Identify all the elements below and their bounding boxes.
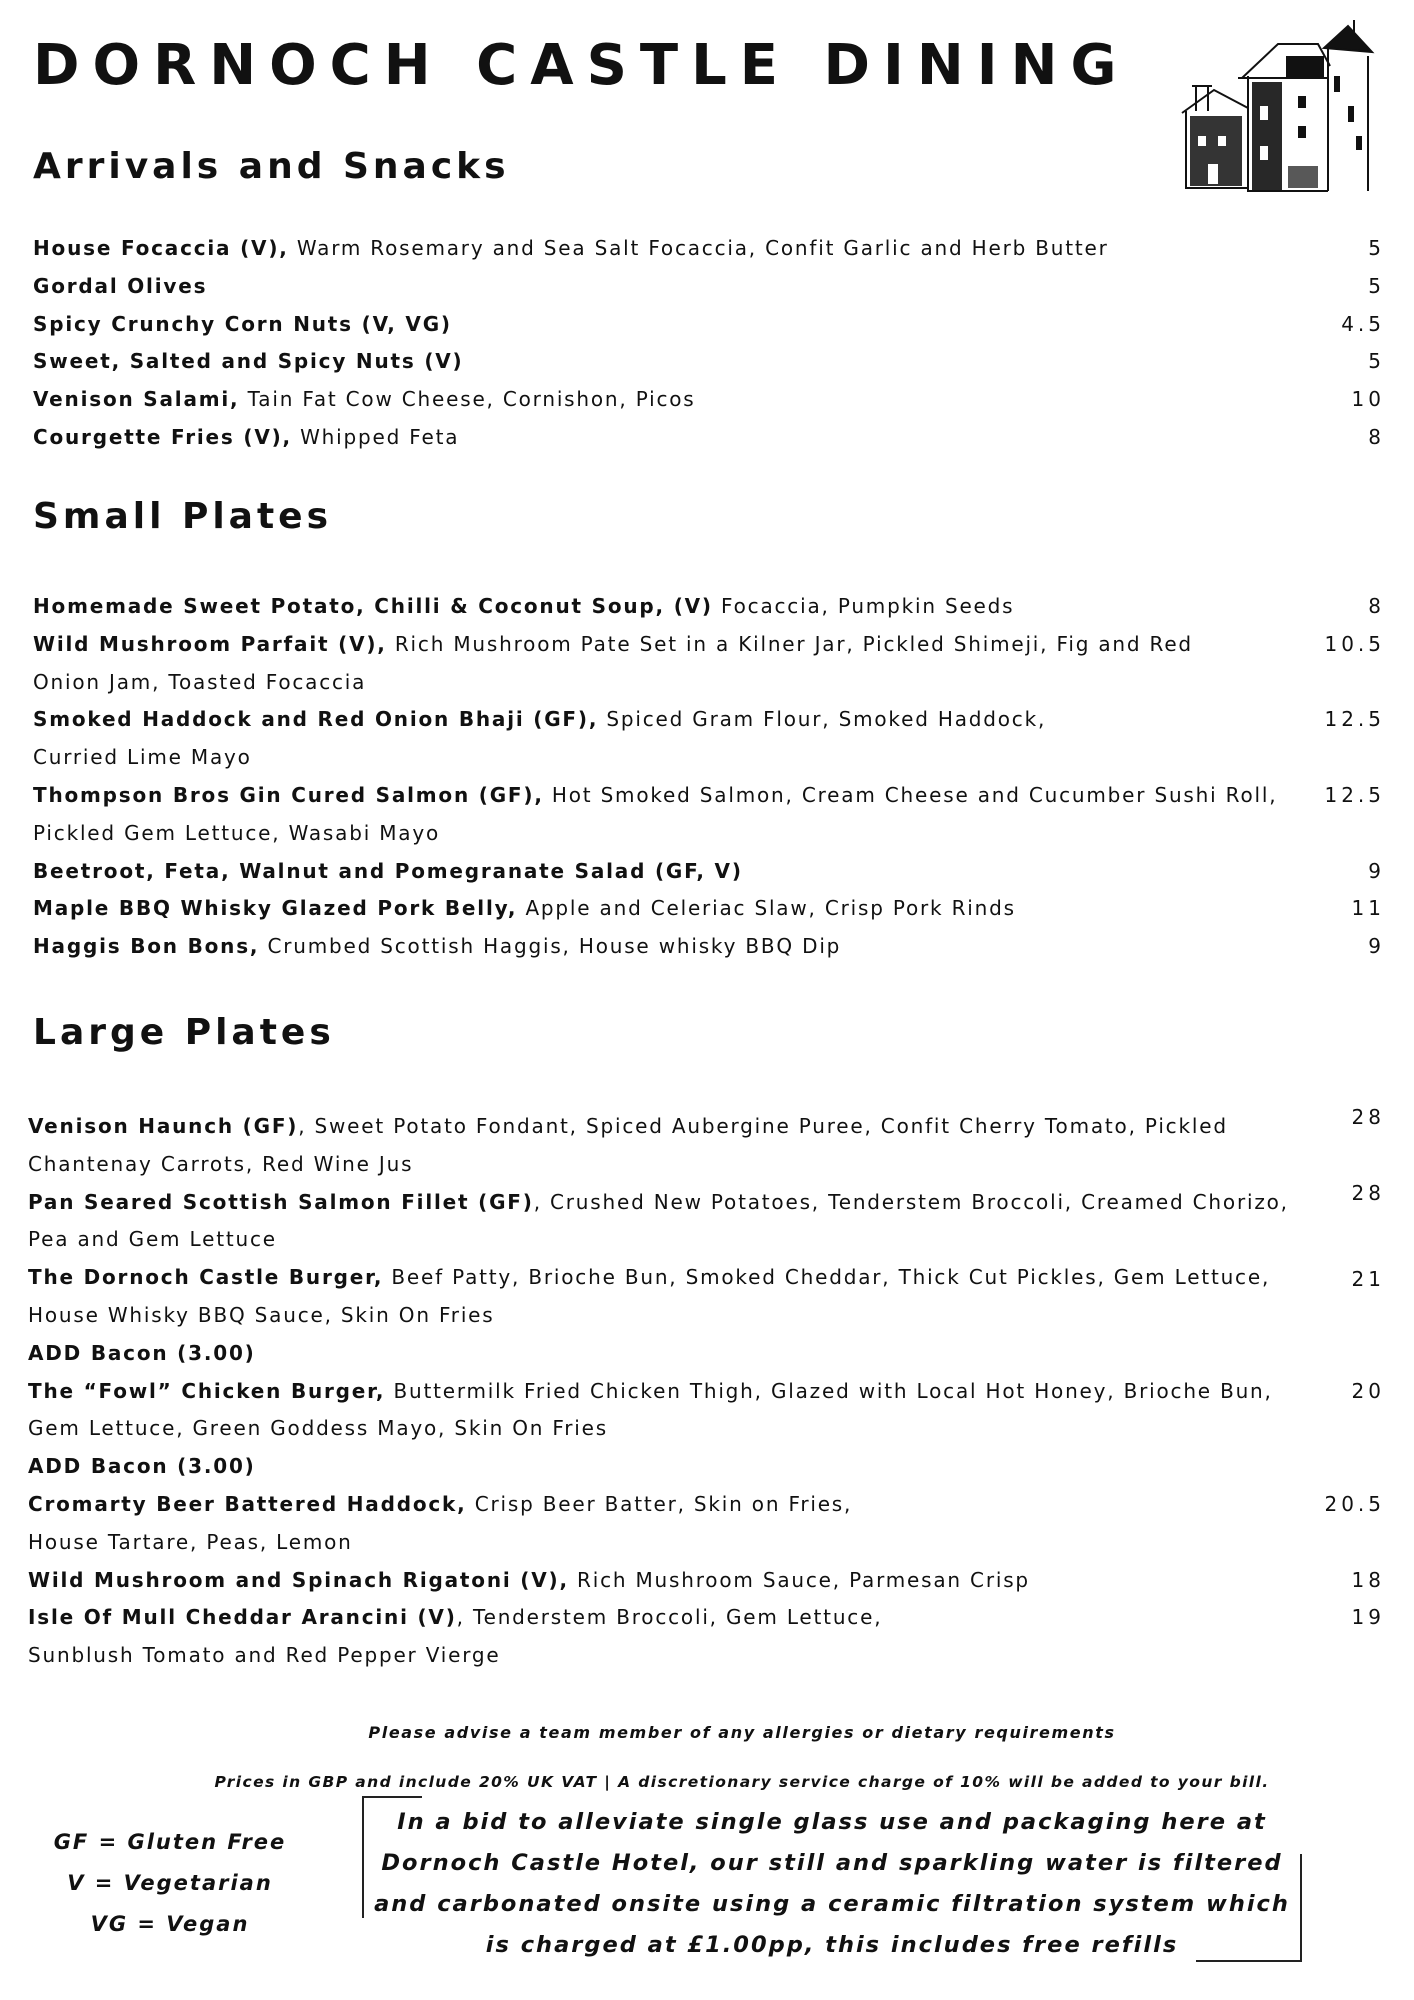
section-heading-small-plates: Small Plates	[33, 496, 333, 537]
allergy-note: Please advise a team member of any allergies or dietary requirements	[368, 1723, 1116, 1742]
water-frame-line	[362, 1796, 364, 1918]
menu-item	[28, 1105, 1385, 1184]
item-description: Buttermilk Fried Chicken Thigh, Glazed with Local Hot Honey, Brioche Bun, Gem Lettuce, Green Goddess Mayo, Skin On Fries	[28, 1378, 1273, 1441]
item-price: 5	[1368, 273, 1385, 298]
item-price: 28	[1351, 1105, 1385, 1129]
item-name: Smoked Haddock and Red Onion Bhaji (GF),	[33, 707, 599, 732]
item-name: Pan Seared Scottish Salmon Fillet (GF)	[28, 1189, 534, 1214]
item-description: Apple and Celeriac Slaw, Crisp Pork Rinds	[517, 896, 1016, 921]
item-name: Courgette Fries (V),	[33, 424, 292, 449]
water-frame-line	[362, 1796, 422, 1798]
item-name: Isle Of Mull Cheddar Arancini (V)	[28, 1605, 457, 1630]
item-description: Whipped Feta	[291, 424, 460, 449]
item-description: Tain Fat Cow Cheese, Cornishon, Picos	[239, 387, 696, 412]
addon-name: ADD Bacon (3.00)	[28, 1454, 256, 1479]
dietary-legend	[40, 1822, 300, 1945]
section-heading-arrivals: Arrivals and Snacks	[33, 146, 510, 187]
menu-item	[33, 230, 1385, 268]
item-price: 19	[1351, 1605, 1385, 1630]
item-description: , Crushed New Potatoes, Tenderstem Broccoli, Creamed Chorizo, Pea and Gem Lettuce	[28, 1189, 1289, 1252]
menu-item	[28, 1373, 1385, 1449]
menu-item	[33, 306, 1385, 344]
item-price: 8	[1368, 424, 1385, 449]
item-name: The “Fowl” Chicken Burger,	[28, 1378, 386, 1403]
item-name: Haggis Bon Bons,	[33, 934, 260, 959]
item-price: 9	[1368, 934, 1385, 959]
item-description: , Tenderstem Broccoli, Gem Lettuce, Sunblush Tomato and Red Pepper Vierge	[28, 1605, 883, 1668]
menu-item	[33, 928, 1385, 966]
item-price: 20	[1351, 1378, 1385, 1403]
item-name: Maple BBQ Whisky Glazed Pork Belly,	[33, 896, 518, 921]
item-price: 18	[1351, 1567, 1385, 1592]
item-name: Thompson Bros Gin Cured Salmon (GF),	[33, 782, 544, 807]
item-name: Sweet, Salted and Spicy Nuts (V)	[33, 349, 464, 374]
menu-item	[28, 1180, 1385, 1260]
item-name: Wild Mushroom and Spinach Rigatoni (V),	[28, 1567, 569, 1592]
item-description: , Sweet Potato Fondant, Spiced Aubergine Puree, Confit Cherry Tomato, Pickled Chantenay Carrots, Red Wine Jus	[28, 1114, 1228, 1176]
large-plates-list	[28, 1105, 1385, 1675]
item-price: 21	[1351, 1267, 1385, 1292]
menu-item	[33, 890, 1385, 928]
menu-item	[28, 1486, 1385, 1562]
legend-item-v: V = Vegetarian	[67, 1871, 273, 1895]
item-name: Cromarty Beer Battered Haddock,	[28, 1491, 467, 1516]
menu-item	[33, 588, 1385, 626]
item-description: Spiced Gram Flour, Smoked Haddock, Curried Lime Mayo	[33, 707, 1047, 770]
item-description: Crisp Beer Batter, Skin on Fries, House Tartare, Peas, Lemon	[28, 1491, 853, 1554]
menu-item	[33, 777, 1385, 853]
menu-item	[33, 268, 1385, 306]
item-name: Wild Mushroom Parfait (V),	[33, 631, 387, 656]
item-name: Venison Salami,	[33, 387, 240, 412]
item-description: Crumbed Scottish Haggis, House whisky BBQ Dip	[259, 934, 842, 959]
item-description: Rich Mushroom Sauce, Parmesan Crisp	[568, 1567, 1030, 1592]
item-name: House Focaccia (V),	[33, 236, 289, 260]
item-price: 4.5	[1341, 311, 1385, 336]
section-heading-large-plates: Large Plates	[33, 1012, 335, 1053]
item-price: 12.5	[1324, 782, 1385, 807]
menu-item	[33, 701, 1385, 777]
water-note: In a bid to alleviate single glass use and packaging here at Dornoch Castle Hotel, our still and sparkling water is filtered and carbonated onsite using a ceramic filtration system which is charged at £1.00pp, this includes free refills	[374, 1809, 1290, 1958]
menu-addon	[28, 1448, 1381, 1486]
menu-item	[33, 853, 1385, 891]
item-price: 28	[1351, 1180, 1385, 1205]
item-name: Venison Haunch (GF)	[28, 1114, 299, 1138]
item-description: Focaccia, Pumpkin Seeds	[712, 594, 1015, 618]
item-description: Hot Smoked Salmon, Cream Cheese and Cucumber Sushi Roll, Pickled Gem Lettuce, Wasabi Mayo	[33, 782, 1278, 845]
item-name: Homemade Sweet Potato, Chilli & Coconut Soup, (V)	[33, 594, 713, 618]
page-title: DORNOCH CASTLE DINING	[33, 33, 1130, 98]
item-name: Beetroot, Feta, Walnut and Pomegranate Salad (GF, V)	[33, 858, 743, 883]
item-price: 10.5	[1324, 631, 1385, 656]
item-price: 11	[1351, 896, 1385, 921]
price-note: Prices in GBP and include 20% UK VAT | A discretionary service charge of 10% will be added to your bill.	[214, 1773, 1270, 1791]
castle-logo-icon	[1178, 16, 1383, 194]
item-price: 12.5	[1324, 707, 1385, 732]
item-price: 10	[1351, 387, 1385, 412]
arrivals-list	[33, 230, 1385, 457]
item-description: Beef Patty, Brioche Bun, Smoked Cheddar, Thick Cut Pickles, Gem Lettuce, House Whisky BBQ Sauce, Skin On Fries	[28, 1265, 1271, 1327]
legend-item-vg: VG = Vegan	[90, 1912, 250, 1936]
water-frame-line	[1300, 1854, 1302, 1960]
menu-item	[28, 1562, 1385, 1600]
small-plates-list	[33, 588, 1385, 966]
item-description: Rich Mushroom Pate Set in a Kilner Jar, Pickled Shimeji, Fig and Red Onion Jam, Toasted Focaccia	[33, 631, 1193, 694]
item-name: Gordal Olives	[33, 273, 208, 298]
menu-item	[28, 1259, 1385, 1335]
menu-item	[28, 1599, 1385, 1675]
item-price: 5	[1368, 236, 1385, 260]
item-name: Spicy Crunchy Corn Nuts (V, VG)	[33, 311, 452, 336]
item-price: 8	[1368, 594, 1385, 618]
item-price: 20.5	[1324, 1491, 1385, 1516]
menu-addon	[28, 1335, 1381, 1373]
addon-name: ADD Bacon (3.00)	[28, 1340, 256, 1365]
item-name: The Dornoch Castle Burger,	[28, 1265, 384, 1290]
item-price: 9	[1368, 858, 1385, 883]
legend-item-gf: GF = Gluten Free	[53, 1830, 287, 1854]
menu-item	[33, 419, 1385, 457]
menu-item	[33, 343, 1385, 381]
menu-item	[33, 626, 1385, 702]
item-description: Warm Rosemary and Sea Salt Focaccia, Confit Garlic and Herb Butter	[288, 236, 1109, 260]
menu-item	[33, 381, 1385, 419]
item-price: 5	[1368, 349, 1385, 374]
